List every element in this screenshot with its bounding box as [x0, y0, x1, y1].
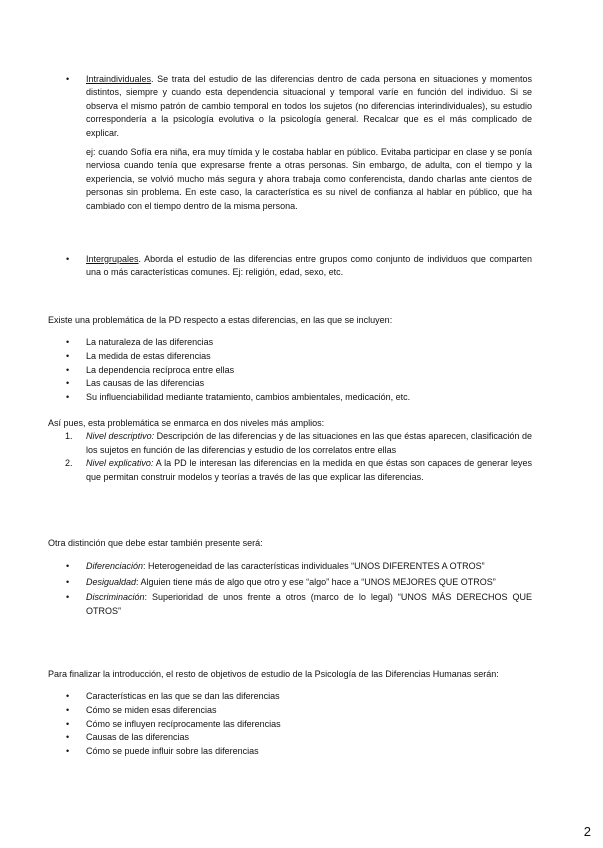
level-text: Descripción de las diferencias y de las situaciones en las que éstas aparecen, clasificación de los sujetos en función de las diferencias y estudio de los correlatos entre ellas	[86, 431, 532, 455]
list-number: 1.	[65, 431, 73, 442]
intergroup-section	[48, 253, 532, 280]
final-section	[48, 668, 532, 758]
list-number: 2.	[65, 458, 73, 469]
final-list	[48, 690, 532, 758]
list-item: • Las causas de las diferencias	[48, 377, 532, 391]
problem-section	[48, 314, 532, 404]
list-item: • Cómo se puede influir sobre las diferencias	[48, 745, 532, 759]
list-item: • Causas de las diferencias	[48, 731, 532, 745]
intergroup-bullet	[48, 253, 532, 280]
list-item: • La dependencia recíproca entre ellas	[48, 364, 532, 378]
levels-list	[48, 430, 532, 484]
list-item: • Su influenciabilidad mediante tratamiento, cambios ambientales, medicación, etc.	[48, 391, 532, 405]
levels-section	[48, 417, 532, 484]
distinction-text: : Alguien tiene más de algo que otro y ese “algo” hace a “UNOS MEJORES QUE OTROS”	[136, 576, 496, 587]
distinction-text: : Superioridad de unos frente a otros (marco de lo legal) “UNOS MÁS DERECHOS QUE OTROS”	[86, 592, 532, 616]
problem-intro: Existe una problemática de la PD respecto a estas diferencias, en las que se incluyen:	[48, 315, 393, 325]
list-item: • Características en las que se dan las diferencias	[48, 690, 532, 704]
list-item	[48, 457, 532, 484]
final-intro: Para finalizar la introducción, el resto de objetivos de estudio de la Psicología de las Diferencias Humanas serán:	[48, 669, 499, 679]
distinction-term: Diferenciación	[86, 561, 144, 572]
list-item: • Cómo se influyen recíprocamente las diferencias	[48, 718, 532, 732]
list-item: • Cómo se miden esas diferencias	[48, 704, 532, 718]
list-item: • La naturaleza de las diferencias	[48, 336, 532, 350]
distinction-term: Discriminación	[86, 592, 145, 603]
intergroup-text: . Aborda el estudio de las diferencias entre grupos como conjunto de individuos que comparten una o más características comunes. Ej: religión, edad, sexo, etc.	[86, 254, 532, 278]
intraindividual-text: . Se trata del estudio de las diferencias dentro de cada persona en situaciones y momentos distintos, siempre y cuando esta dependencia situacional y temporal varíe en función del individuo. Si se observa el mismo patrón de cambio temporal en todos los sujetos (no diferencias interindividuales), su estudio correspondería a la psicología evolutiva o la psicología general. Recalcar que es el más complicado de explicar.	[86, 74, 532, 138]
distinction-section	[48, 537, 532, 618]
intraindividual-bullet	[48, 73, 532, 140]
list-item: • La medida de estas diferencias	[48, 350, 532, 364]
intraindividual-term: Intraindividuales	[86, 74, 152, 84]
level-text: A la PD le interesan las diferencias en la medida en que éstas son capaces de generar leyes que permitan construir modelos y teorías a través de las que explicar las diferencias.	[86, 458, 532, 482]
distinction-intro: Otra distinción que debe estar también presente será:	[48, 538, 263, 548]
level-term: Nivel descriptivo:	[86, 431, 155, 442]
distinction-term: Desigualdad	[86, 576, 137, 587]
list-item	[48, 576, 532, 589]
list-item	[48, 430, 532, 457]
distinction-list	[48, 560, 532, 618]
list-item	[48, 560, 532, 573]
levels-intro: Así pues, esta problemática se enmarca en dos niveles más amplios:	[48, 418, 325, 428]
list-item	[48, 591, 532, 618]
page-number: 2	[583, 823, 591, 839]
distinction-text: : Heterogeneidad de las características individuales “UNOS DIFERENTES A OTROS”	[143, 561, 485, 572]
intraindividual-section	[48, 73, 532, 213]
problem-list	[48, 336, 532, 404]
intergroup-term: Intergrupales	[86, 254, 139, 264]
level-term: Nivel explicativo:	[86, 458, 154, 469]
intraindividual-example: ej: cuando Sofía era niña, era muy tímida y le costaba hablar en público. Evitaba participar en clase y se ponía nerviosa cuando tenía que expresarse frente a otras personas. Sin embargo, de adulta, con el tiempo y la experiencia, se volvió mucho más segura y ahora trabaja como conferencista, dando charlas ante cientos de personas sin problema. En este caso, la característica es su nivel de confianza al hablar en público, que ha cambiado con el tiempo dentro de la misma persona.	[86, 147, 532, 211]
